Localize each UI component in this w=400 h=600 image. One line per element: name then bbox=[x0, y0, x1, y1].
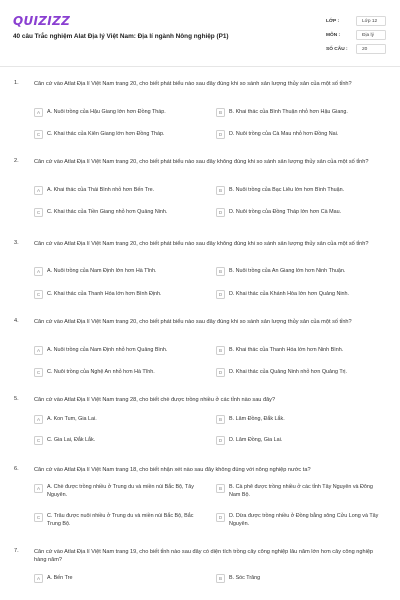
question-number: 5. bbox=[14, 396, 19, 402]
option-b[interactable] bbox=[216, 574, 386, 583]
meta-row-count bbox=[326, 42, 388, 56]
option-c[interactable] bbox=[34, 130, 204, 139]
option-d[interactable] bbox=[216, 130, 386, 139]
question-number: 7. bbox=[14, 548, 19, 554]
option-a[interactable] bbox=[34, 267, 204, 276]
option-text: A. Nuôi trồng của Nam Định nhỏ hơn Quảng Bình. bbox=[47, 347, 168, 353]
option-letter: D bbox=[216, 513, 225, 522]
option-text: D. Dừa được trồng nhiều ở Đồng bằng sông Cửu Long và Tây Nguyên. bbox=[229, 513, 379, 527]
option-text: A. Nuôi trồng của Nam Định lớn hơn Hà Tĩnh. bbox=[47, 268, 157, 274]
meta-value: 20 bbox=[356, 44, 386, 54]
header-divider bbox=[0, 66, 400, 67]
option-a[interactable] bbox=[34, 346, 204, 355]
option-b[interactable] bbox=[216, 415, 386, 424]
option-letter: C bbox=[34, 208, 43, 217]
option-d[interactable] bbox=[216, 436, 386, 445]
option-text: B. Khai thác của Thanh Hóa lớn hơn Ninh Bình. bbox=[229, 347, 344, 353]
option-letter: C bbox=[34, 436, 43, 445]
option-text: A. Kon Tum, Gia Lai. bbox=[47, 416, 97, 422]
option-a[interactable] bbox=[34, 484, 204, 499]
question-number: 1. bbox=[14, 80, 19, 86]
option-letter: B bbox=[216, 108, 225, 117]
option-text: B. Nuôi trồng của An Giang lớn hơn Ninh Thuận. bbox=[229, 268, 346, 274]
option-letter: B bbox=[216, 267, 225, 276]
option-text: B. Lâm Đồng, Đắk Lắk. bbox=[229, 416, 285, 422]
option-letter: A bbox=[34, 574, 43, 583]
option-letter: D bbox=[216, 130, 225, 139]
option-text: C. Gia Lai, Đắk Lắk. bbox=[47, 437, 96, 443]
option-letter: A bbox=[34, 186, 43, 195]
option-d[interactable] bbox=[216, 208, 386, 217]
option-letter: B bbox=[216, 574, 225, 583]
option-a[interactable] bbox=[34, 186, 204, 195]
option-text: B. Sóc Trăng bbox=[229, 575, 261, 581]
option-d[interactable] bbox=[216, 513, 386, 528]
option-text: B. Nuôi trồng của Bạc Liêu lớn hơn Bình Thuận. bbox=[229, 187, 345, 193]
question-text: Căn cứ vào Atlat Địa lí Việt Nam trang 19, cho biết tỉnh nào sau đây có diện tích trồng cây công nghiệp lâu năm lớn hơn cây công nghiệp hàng năm? bbox=[34, 549, 374, 564]
option-letter: B bbox=[216, 186, 225, 195]
question-text: Căn cứ vào Atlat Địa lí Việt Nam trang 20, cho biết phát biểu nào sau đây đúng khi so sánh sản lượng thủy sản của một số tỉnh? bbox=[34, 319, 352, 325]
option-letter: D bbox=[216, 208, 225, 217]
option-text: C. Khai thác của Kiên Giang lớn hơn Đồng Tháp. bbox=[47, 131, 165, 137]
option-letter: A bbox=[34, 267, 43, 276]
meta-label: LỚP : bbox=[326, 18, 340, 24]
quiz-meta bbox=[326, 14, 388, 56]
meta-row-subject bbox=[326, 28, 388, 42]
question-text: Căn cứ vào Atlat Địa lí Việt Nam trang 20, cho biết phát biểu nào sau đây không đúng khi so sánh sản lượng thủy sản của một số tỉnh? bbox=[34, 159, 369, 165]
meta-label: MÔN : bbox=[326, 32, 341, 38]
option-d[interactable] bbox=[216, 368, 386, 377]
option-letter: D bbox=[216, 368, 225, 377]
option-letter: C bbox=[34, 130, 43, 139]
option-c[interactable] bbox=[34, 513, 204, 528]
option-b[interactable] bbox=[216, 108, 386, 117]
option-a[interactable] bbox=[34, 574, 204, 583]
option-text: D. Nuôi trồng của Đồng Tháp lớn hơn Cà Mau. bbox=[229, 209, 342, 215]
option-text: B. Cà phê được trồng nhiều ở các tỉnh Tây Nguyên và Đông Nam Bộ. bbox=[229, 484, 373, 498]
question-number: 4. bbox=[14, 318, 19, 324]
option-b[interactable] bbox=[216, 267, 386, 276]
option-letter: D bbox=[216, 290, 225, 299]
meta-label: SỐ CÂU : bbox=[326, 46, 348, 52]
option-text: A. Chè được trồng nhiều ở Trung du và miền núi Bắc Bộ, Tây Nguyên. bbox=[47, 484, 194, 498]
option-text: C. Khai thác của Thanh Hóa lớn hơn Bình Định. bbox=[47, 291, 162, 297]
option-text: A. Bến Tre bbox=[47, 575, 73, 581]
question-text: Căn cứ vào Atlat Địa lí Việt Nam trang 18, cho biết nhận xét nào sau đây không đúng với nông nghiệp nước ta? bbox=[34, 467, 311, 473]
option-letter: D bbox=[216, 436, 225, 445]
option-letter: C bbox=[34, 368, 43, 377]
option-text: A. Nuôi trồng của Hậu Giang lớn hơn Đồng Tháp. bbox=[47, 109, 166, 115]
option-text: A. Khai thác của Thái Bình nhỏ hơn Bến Tre. bbox=[47, 187, 155, 193]
option-c[interactable] bbox=[34, 368, 204, 377]
option-text: C. Nuôi trồng của Nghệ An nhỏ hơn Hà Tĩnh. bbox=[47, 369, 155, 375]
option-letter: A bbox=[34, 108, 43, 117]
option-b[interactable] bbox=[216, 484, 386, 499]
option-letter: A bbox=[34, 415, 43, 424]
option-text: D. Nuôi trồng của Cà Mau nhỏ hơn Đồng Nai. bbox=[229, 131, 339, 137]
option-letter: A bbox=[34, 484, 43, 493]
option-text: D. Khai thác của Khánh Hòa lớn hơn Quảng Ninh. bbox=[229, 291, 350, 297]
option-text: D. Khai thác của Quảng Ninh nhỏ hơn Quảng Trị. bbox=[229, 369, 348, 375]
meta-row-class bbox=[326, 14, 388, 28]
option-text: D. Lâm Đồng, Gia Lai. bbox=[229, 437, 283, 443]
question-text: Căn cứ vào Atlat Địa lí Việt Nam trang 20, cho biết phát biểu nào sau đây không đúng khi so sánh sản lượng thủy sản của một số tỉnh? bbox=[34, 241, 369, 247]
option-c[interactable] bbox=[34, 436, 204, 445]
option-b[interactable] bbox=[216, 186, 386, 195]
question-number: 3. bbox=[14, 240, 19, 246]
option-letter: B bbox=[216, 415, 225, 424]
logo-text: QUIZIZZ bbox=[13, 14, 71, 28]
option-text: C. Khai thác của Tiền Giang nhỏ hơn Quảng Ninh. bbox=[47, 209, 168, 215]
option-a[interactable] bbox=[34, 415, 204, 424]
question-text: Căn cứ vào Atlat Địa lí Việt Nam trang 20, cho biết phát biểu nào sau đây đúng khi so sánh sản lượng thủy sản của một số tỉnh? bbox=[34, 81, 352, 87]
option-c[interactable] bbox=[34, 208, 204, 217]
option-b[interactable] bbox=[216, 346, 386, 355]
page-header bbox=[0, 0, 400, 66]
question-number: 6. bbox=[14, 466, 19, 472]
option-text: C. Trâu được nuôi nhiều ở Trung du và miền núi Bắc Bộ, Bắc Trung Bộ. bbox=[47, 513, 194, 527]
option-text: B. Khai thác của Bình Thuận nhỏ hơn Hậu Giang. bbox=[229, 109, 348, 115]
quizizz-logo bbox=[13, 13, 70, 29]
question-number: 2. bbox=[14, 158, 19, 164]
option-c[interactable] bbox=[34, 290, 204, 299]
option-letter: B bbox=[216, 484, 225, 493]
meta-value: Lớp 12 bbox=[356, 16, 386, 26]
page-title: 40 câu Trắc nghiệm Alat Địa lý Việt Nam: Địa lí ngành Nông nghiệp (P1) bbox=[13, 33, 229, 40]
question-text: Căn cứ vào Atlat Địa lí Việt Nam trang 28, cho biết chè được trồng nhiều ở các tỉnh nào sau đây? bbox=[34, 397, 276, 403]
option-letter: B bbox=[216, 346, 225, 355]
option-letter: A bbox=[34, 346, 43, 355]
option-letter: C bbox=[34, 513, 43, 522]
option-d[interactable] bbox=[216, 290, 386, 299]
option-letter: C bbox=[34, 290, 43, 299]
option-a[interactable] bbox=[34, 108, 204, 117]
meta-value: Địa lý bbox=[356, 30, 386, 40]
